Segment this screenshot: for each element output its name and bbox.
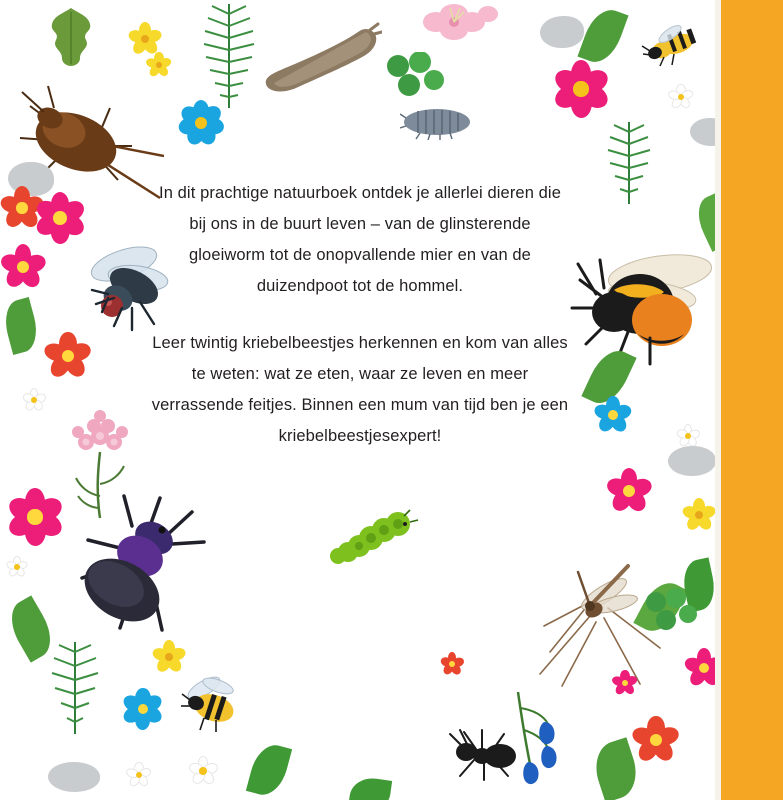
wasp-icon bbox=[640, 20, 704, 72]
daisy-icon bbox=[22, 388, 46, 412]
yellow-flower-icon bbox=[146, 52, 172, 78]
daisy-icon bbox=[126, 762, 152, 788]
pink-flower-icon bbox=[552, 60, 610, 118]
oak-leaf-icon bbox=[48, 6, 94, 68]
pink-flower-icon bbox=[0, 244, 46, 290]
bluebell-icon bbox=[500, 690, 570, 790]
green-leaf-icon bbox=[577, 4, 628, 68]
daisy-icon bbox=[6, 556, 28, 578]
yellow-flower-icon bbox=[128, 22, 162, 56]
blurb-paragraph-2: Leer twintig kriebelbeestjes herkennen en kom van alles te weten: wat ze eten, waar ze leven en meer verrassende feitjes. Binnen een mum van tijd ben je een kriebelbeestjesexpert! bbox=[151, 334, 569, 445]
pebble-icon bbox=[48, 762, 100, 792]
blue-flower-icon bbox=[122, 688, 164, 730]
pink-flower-icon bbox=[6, 488, 64, 546]
daisy-icon bbox=[668, 84, 694, 110]
slug-icon bbox=[262, 20, 382, 98]
red-flower-icon bbox=[632, 716, 680, 764]
blurb-paragraph-1: In dit prachtige natuurboek ontdek je allerlei dieren die bij ons in de buurt leven – van de glinsterende gloeiworm tot de onopvallende mier en van de duizendpoot tot de hommel. bbox=[159, 184, 561, 295]
pink-flower-icon bbox=[612, 670, 638, 696]
red-flower-icon bbox=[44, 332, 92, 380]
fern-frond-icon bbox=[44, 640, 106, 736]
yellow-flower-icon bbox=[682, 498, 716, 532]
daisy-icon bbox=[188, 756, 218, 786]
blue-flower-icon bbox=[594, 396, 632, 434]
back-cover-blurb bbox=[150, 178, 570, 452]
ground-beetle-icon bbox=[58, 486, 218, 646]
green-leaf-icon bbox=[0, 297, 42, 355]
pebble-icon bbox=[668, 446, 716, 476]
yellow-flower-icon bbox=[152, 640, 186, 674]
daisy-icon bbox=[676, 424, 700, 448]
blue-flower-icon bbox=[178, 100, 224, 146]
pebble-icon bbox=[540, 16, 584, 48]
fern-frond-icon bbox=[196, 0, 262, 110]
fern-frond-icon bbox=[600, 120, 658, 206]
green-leaf-icon bbox=[348, 775, 392, 800]
bee-icon bbox=[178, 672, 250, 734]
clover-icon bbox=[640, 588, 702, 638]
green-leaf-icon bbox=[246, 740, 292, 799]
bumblebee-icon bbox=[556, 238, 734, 374]
red-flower-icon bbox=[440, 652, 464, 676]
caterpillar-icon bbox=[326, 508, 422, 570]
pink-flower-icon bbox=[34, 192, 86, 244]
book-spine bbox=[721, 0, 783, 800]
pink-blossom-icon bbox=[414, 0, 504, 46]
pink-flower-icon bbox=[606, 468, 652, 514]
woodlouse-icon bbox=[400, 104, 474, 140]
clover-icon bbox=[382, 52, 446, 104]
